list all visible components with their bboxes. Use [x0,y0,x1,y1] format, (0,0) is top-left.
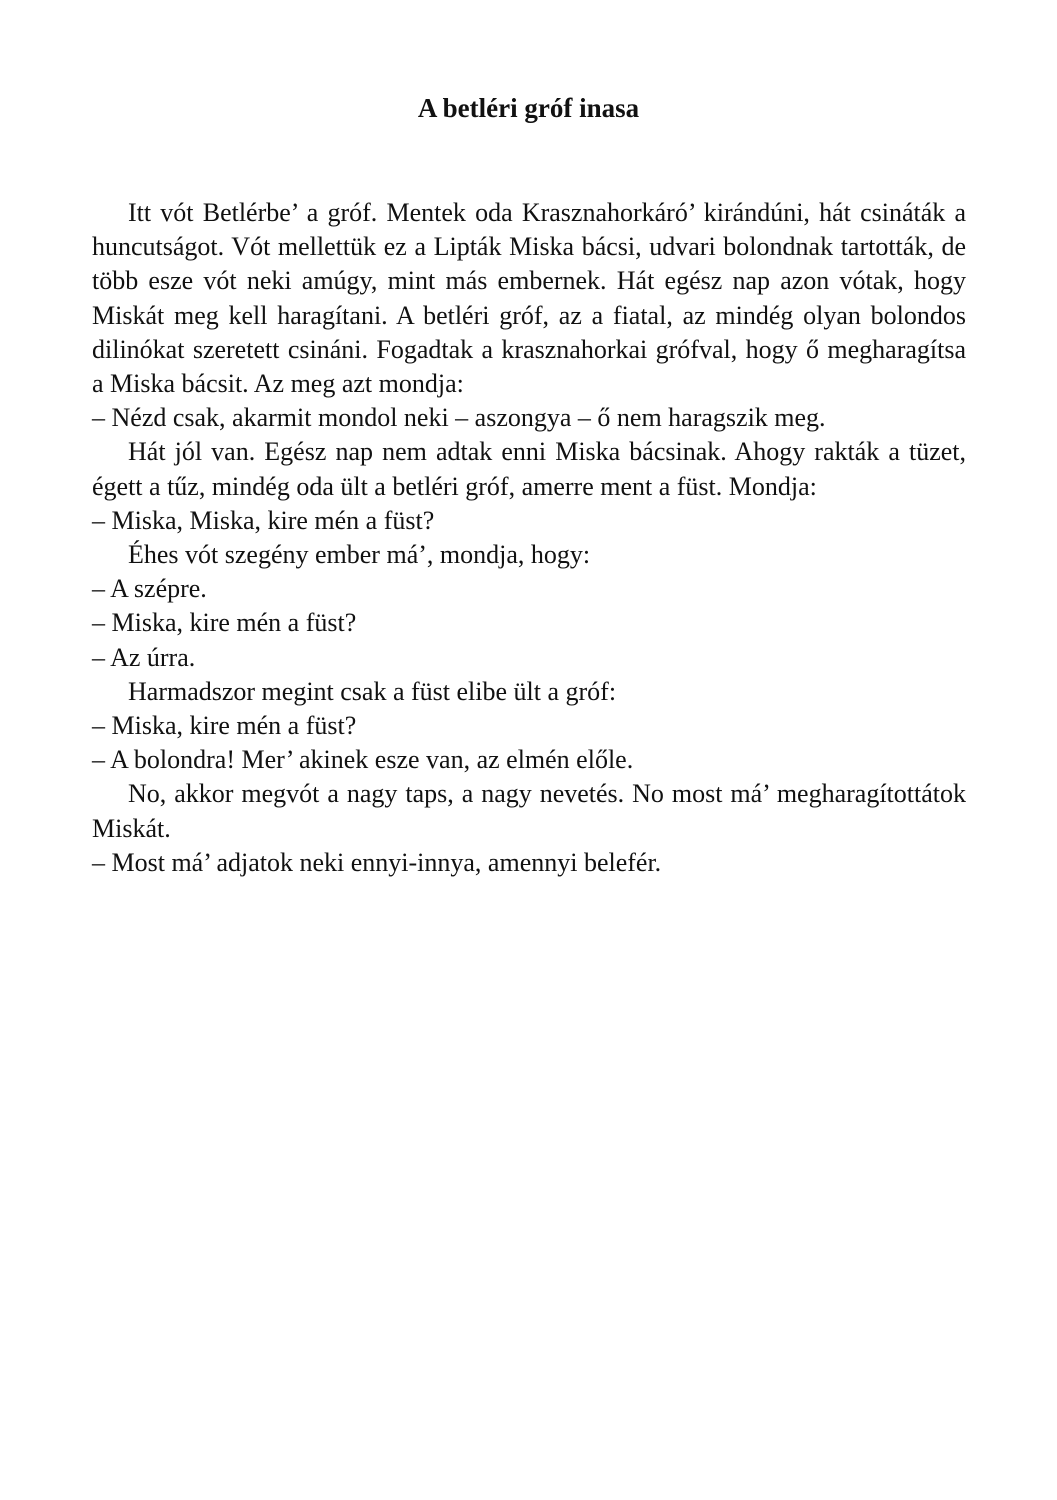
paragraph: Éhes vót szegény ember má’, mondja, hogy: [128,540,591,570]
story-title: A betléri gróf inasa [417,93,640,123]
paragraph: Hát jól van. Egész nap nem adtak enni Miska bácsinak. Ahogy rakták a tüzet, égett a tűz, mindég oda ült a betléri gróf, amerre ment a füst. Mondja: [92,437,966,501]
story-body [92,196,966,880]
dialogue-line: – Most má’ adjatok neki ennyi-innya, amennyi belefér. [92,847,662,877]
paragraph: Harmadszor megint csak a füst elibe ült a gróf: [128,676,617,706]
dialogue-line: – A bolondra! Mer’ akinek esze van, az elmén előle. [92,745,634,775]
dialogue-line: – Az úrra. [92,642,196,672]
dialogue-line: – Miska, kire mén a füst? [92,608,357,638]
dialogue-line: – Miska, Miska, kire mén a füst? [92,505,435,535]
paragraph: Itt vót Betlérbe’ a gróf. Mentek oda Krasznahorkáró’ kirándúni, hát csináták a huncutságot. Vót mellettük ez a Lipták Miska bácsi, udvari bolondnak tartották, de több esze vót neki amúgy, mint más embernek. Hát egész nap azon vótak, hogy Miskát meg kell haragítani. A betléri gróf, az a fiatal, az mindég olyan bolondos dilinókat szeretett csináni. Fogadtak a krasznahorkai grófval, hogy ő megharagítsa a Miska bácsit. Az meg azt mondja: [92,198,966,399]
dialogue-line: – Nézd csak, akarmit mondol neki – aszongya – ő nem haragszik meg. [92,403,826,433]
dialogue-line: – A szépre. [92,574,207,604]
paragraph: No, akkor megvót a nagy taps, a nagy nevetés. No most má’ megharagítottátok Miskát. [92,779,966,843]
dialogue-line: – Miska, kire mén a füst? [92,711,357,741]
